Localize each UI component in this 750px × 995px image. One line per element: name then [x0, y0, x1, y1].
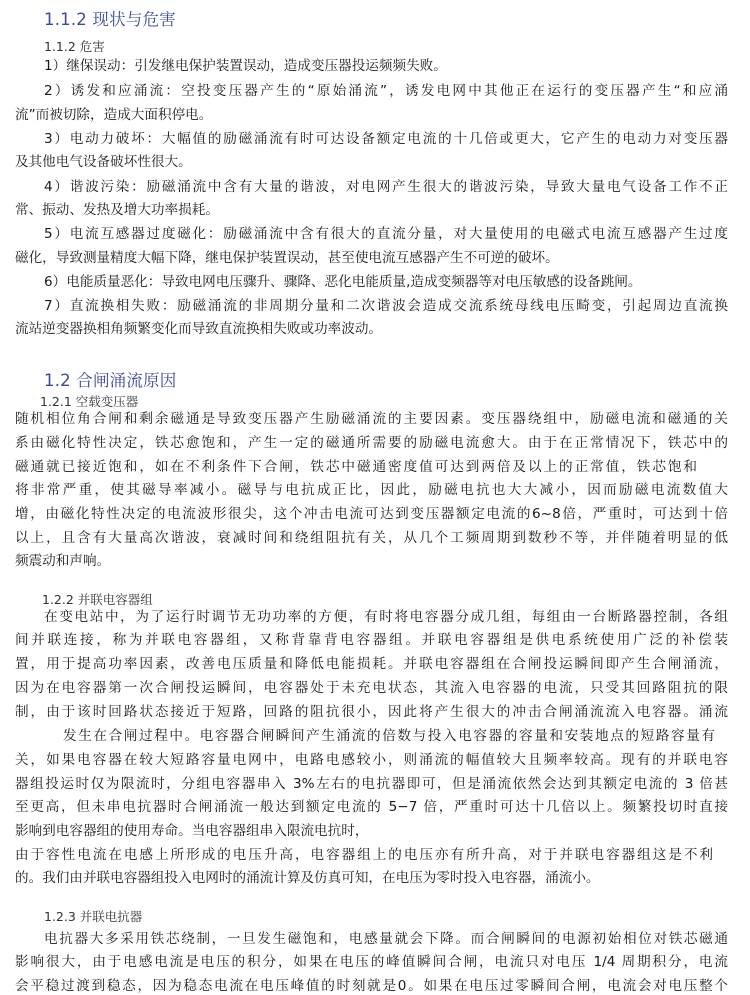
paragraph-line: 器组投运时仅为限流时，分组电容器串入 3%左右的电抗器即可，但是涌流依然会达到其额定电流的 3 倍甚 — [15, 776, 728, 792]
paragraph-line: 磁通就已接近饱和，如在不利条件下合闸，铁芯中磁通密度值可达到两倍及以上的正常值，铁芯饱和 — [15, 459, 697, 475]
paragraph-line: 及其他电气设备破坏性很大。 — [15, 154, 192, 170]
paragraph-line: 3）电动力破坏：大幅值的励磁涌流有时可达设备额定电流的十几倍或更大，它产生的电动力对变压器 — [44, 131, 728, 147]
paragraph-line: 常、振动、发热及增大功率损耗。 — [15, 202, 219, 218]
paragraph-line: 流”而被切除，造成大面积停电。 — [15, 107, 213, 123]
paragraph-line: 以上，且含有大量高次谐波，衰减时间和绕组阻抗有关，从几个工频周期到数秒不等，并伴随着明显的低 — [15, 530, 728, 546]
paragraph-line: 关，如果电容器在较大短路容量电网中，电路电感较小，则涌流的幅值较大且频率较高。现有的并联电容 — [15, 752, 728, 768]
paragraph-line: 5）电流互感器过度磁化：励磁涌流中含有很大的直流分量，对大量使用的电磁式电流互感器产生过度 — [44, 226, 728, 242]
paragraph-line: 电抗器大多采用铁芯绕制，一旦发生磁饱和，电感量就会下降。而合闸瞬间的电源初始相位对铁芯磁通 — [44, 931, 728, 947]
subsection-heading-transformer: 1.2.1 空载变压器 — [40, 394, 139, 409]
paragraph-line: 因为在电容器第一次合闸投运瞬间，电容器处于未充电状态，其流入电容器的电流，只受其回路阻抗的限 — [15, 680, 728, 696]
subsection-heading-capacitor: 1.2.2 并联电容器组 — [42, 592, 153, 607]
paragraph-line: 2）诱发和应涌流：空投变压器产生的“原始涌流”，诱发电网中其他正在运行的变压器产生“和应涌 — [44, 83, 728, 99]
paragraph-line: 置，用于提高功率因素，改善电压质量和降低电能损耗。并联电容器组在合闸投运瞬间即产生合闸涌流， — [15, 656, 728, 672]
section-heading-1-2: 1.2 合闸涌流原因 — [44, 371, 177, 390]
paragraph-line: 影响很大，由于电感电流是电压的积分，如果在电压的峰值瞬间合闸，电流只对电压 1/4 周期积分，电流 — [15, 954, 728, 970]
paragraph-line: 6）电能质量恶化：导致电网电压骤升、骤降、恶化电能质量,造成变频器等对电压敏感的设备跳闸。 — [44, 274, 642, 290]
paragraph-line: 1）继保误动：引发继电保护装置误动，造成变压器投运频频失败。 — [44, 58, 447, 74]
paragraph-line: 影响到电容器组的使用寿命。当电容器组串入限流电抗时， — [15, 823, 369, 839]
paragraph-line: 制，由于该时回路状态接近于短路，回路的阻抗很小，因此将产生很大的冲击合闸涌流流入电容器。涌流 — [15, 704, 728, 720]
paragraph-line: 磁化，导致测量精度大幅下降，继电保护装置误动，甚至使电流互感器产生不可逆的破坏。 — [15, 250, 559, 266]
paragraph-line: 至更高，但未串电抗器时合闸涌流一般达到额定电流的 5−7 倍，严重时可达十几倍以上。频繁投切时直接 — [15, 799, 728, 815]
subsection-heading-reactor: 1.2.3 并联电抗器 — [44, 909, 143, 924]
paragraph-line: 的。我们由并联电容器组投入电网时的涌流计算及仿真可知，在电压为零时投入电容器，涌流小。 — [15, 870, 600, 886]
subsection-heading-harm: 1.1.2 危害 — [44, 39, 105, 54]
section-heading-1-1-2: 1.1.2 现状与危害 — [44, 10, 176, 29]
paragraph-line: 在变电站中，为了运行时调节无功功率的方便，有时将电容器分成几组，每组由一台断路器控制，各组 — [44, 609, 728, 625]
paragraph-line: 频震动和声响。 — [15, 553, 111, 569]
paragraph-line: 会平稳过渡到稳态，因为稳态电流在电压峰值的时刻就是0。如果在电压过零瞬间合闸，电流会对电压整个 — [15, 978, 728, 994]
paragraph-line: 发生在合闸过程中。电容器合闸瞬间产生涌流的倍数与投入电容器的容量和安装地点的短路容量有 — [63, 728, 715, 744]
paragraph-line: 4）谐波污染：励磁涌流中含有大量的谐波，对电网产生很大的谐波污染，导致大量电气设备工作不正 — [44, 179, 728, 195]
paragraph-line: 由于容性电流在电感上所形成的电压升高，电容器组上的电压亦有所升高，对于并联电容器组这是不利 — [15, 847, 713, 863]
paragraph-line: 增，由磁化特性决定的电流波形很尖，这个冲击电流可达到变压器额定电流的6~8倍，严重时，可达到十倍 — [15, 506, 728, 522]
paragraph-line: 将非常严重，使其磁导率减小。磁导与电抗成正比，因此，励磁电抗也大大减小，因而励磁电流数值大 — [15, 482, 728, 498]
paragraph-line: 流站逆变器换相角频繁变化而导致直流换相失败或功率波动。 — [15, 321, 383, 337]
paragraph-line: 间并联连接，称为并联电容器组，又称背靠背电容器组。并联电容器组是供电系统使用广泛的补偿装 — [15, 632, 728, 648]
paragraph-line: 系由磁化特性决定，铁芯愈饱和，产生一定的磁通所需要的励磁电流愈大。由于在正常情况下，铁芯中的 — [15, 435, 728, 451]
paragraph-line: 7）直流换相失败：励磁涌流的非周期分量和二次谐波会造成交流系统母线电压畸变，引起周边直流换 — [44, 298, 728, 314]
paragraph-line: 随机相位角合闸和剩余磁通是导致变压器产生励磁涌流的主要因素。变压器绕组中，励磁电流和磁通的关 — [15, 411, 728, 427]
